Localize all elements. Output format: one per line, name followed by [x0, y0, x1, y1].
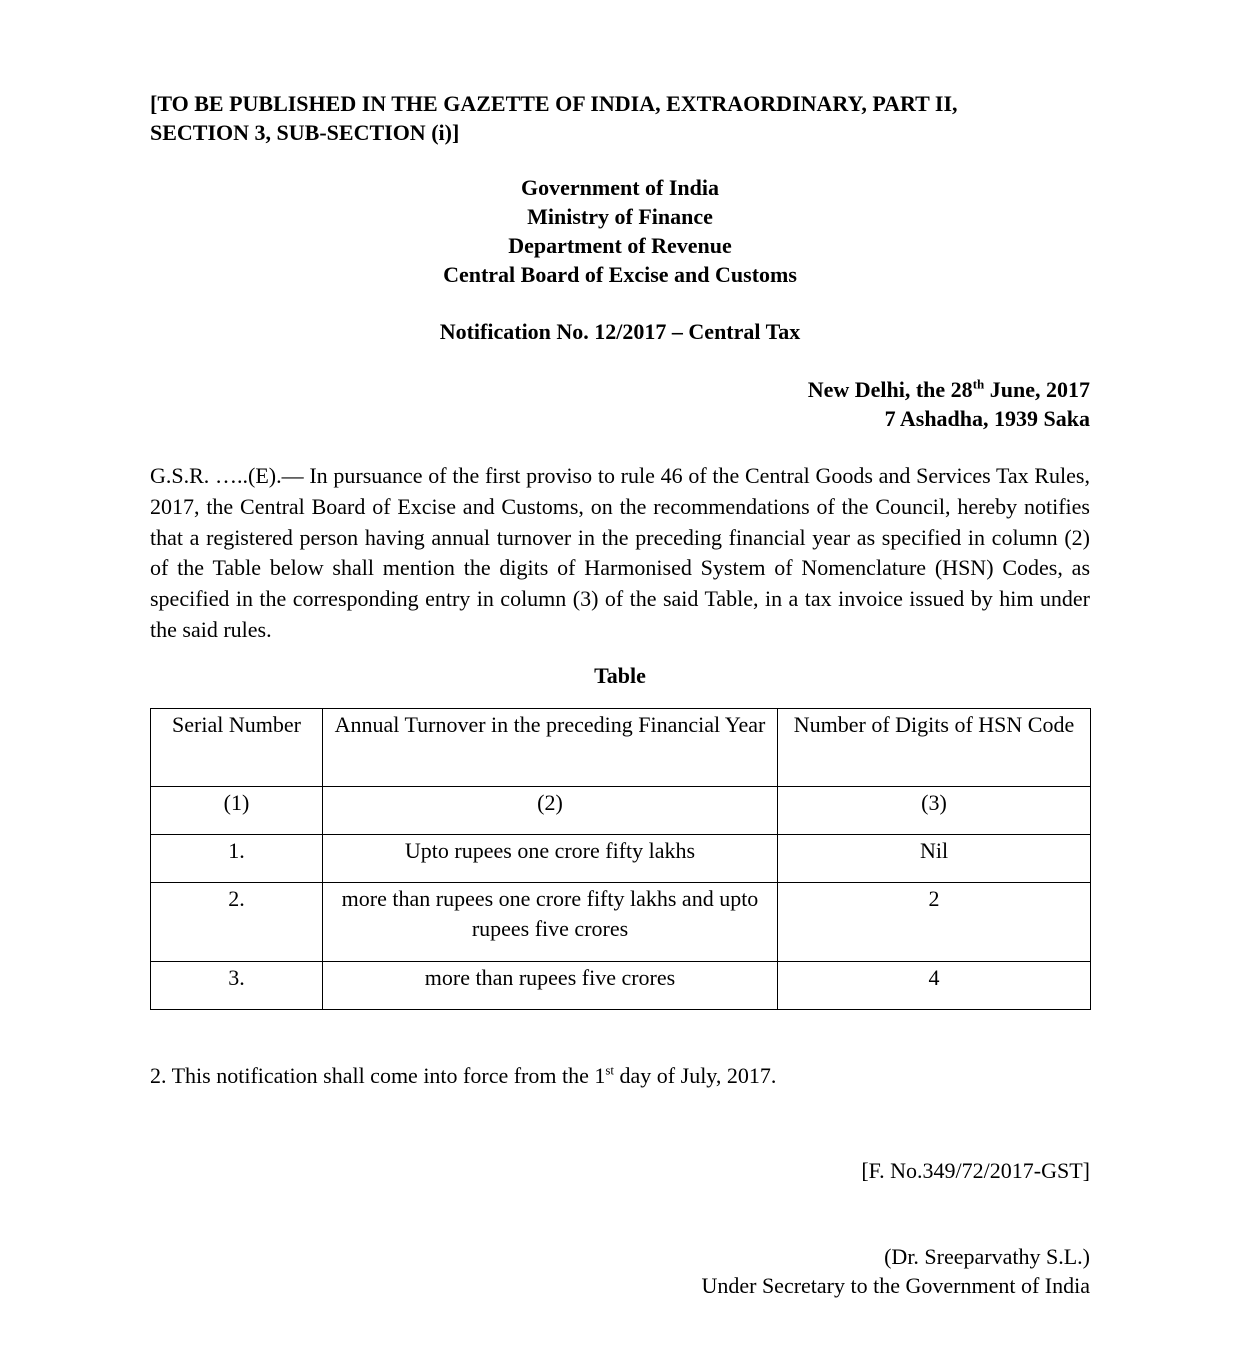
table-row	[151, 962, 1091, 1010]
file-number: [F. No.349/72/2017-GST]	[861, 1158, 1090, 1183]
notification-page	[150, 0, 1090, 1358]
table-row	[151, 883, 1091, 962]
header-serial-number: Serial Number	[151, 709, 323, 787]
issue-date	[490, 375, 1090, 404]
issue-date-place: New Delhi, the 28	[807, 377, 973, 402]
turnover-cell: more than rupees one crore fifty lakhs and upto rupees five crores	[323, 883, 778, 962]
commencement-ordinal: st	[605, 1062, 615, 1078]
serial-cell: 1.	[151, 835, 323, 883]
board-name: Central Board of Excise and Customs	[443, 262, 797, 287]
department-name: Department of Revenue	[508, 233, 732, 258]
gazette-header	[150, 89, 1090, 147]
serial-cell: 2.	[151, 883, 323, 962]
turnover-cell: Upto rupees one crore fifty lakhs	[323, 835, 778, 883]
column-number: (1)	[151, 787, 323, 835]
table-column-number-row	[151, 787, 1091, 835]
digits-cell: 2	[778, 883, 1091, 962]
signatory-name: (Dr. Sreeparvathy S.L.)	[884, 1244, 1090, 1269]
commencement-clause	[150, 1061, 1090, 1090]
column-number: (3)	[778, 787, 1091, 835]
issue-date-month-year: June, 2017	[984, 377, 1090, 402]
gazette-header-line-2: SECTION 3, SUB-SECTION (i)]	[150, 120, 460, 145]
hsn-digits-table	[150, 708, 1091, 1010]
serial-cell: 3.	[151, 962, 323, 1010]
digits-cell: 4	[778, 962, 1091, 1010]
gazette-header-line-1: [TO BE PUBLISHED IN THE GAZETTE OF INDIA, EXTRAORDINARY, PART II,	[150, 91, 958, 116]
issue-date-ordinal: th	[972, 376, 985, 392]
column-number: (2)	[323, 787, 778, 835]
table-caption: Table	[594, 663, 646, 688]
turnover-cell: more than rupees five crores	[323, 962, 778, 1010]
commencement-text: 2. This notification shall come into force from the 1	[150, 1063, 606, 1088]
place-date	[490, 375, 1090, 433]
government-name: Government of India	[521, 175, 719, 200]
table-header-row	[151, 709, 1091, 787]
header-hsn-digits: Number of Digits of HSN Code	[778, 709, 1091, 787]
ministry-name: Ministry of Finance	[527, 204, 713, 229]
notification-title: Notification No. 12/2017 – Central Tax	[439, 319, 801, 344]
saka-date: 7 Ashadha, 1939 Saka	[884, 406, 1090, 431]
header-annual-turnover: Annual Turnover in the preceding Financial Year	[323, 709, 778, 787]
digits-cell: Nil	[778, 835, 1091, 883]
notification-body: G.S.R. …..(E).— In pursuance of the first proviso to rule 46 of the Central Goods and Services Tax Rules, 2017, the Central Board of Excise and Customs, on the recommendations of the Council, hereby notifies that a registered person having annual turnover in the preceding financial year as specified in column (2) of the Table below shall mention the digits of Harmonised System of Nomenclature (HSN) Codes, as specified in the corresponding entry in column (3) of the said Table, in a tax invoice issued by him under the said rules.	[150, 463, 1090, 642]
signatory-block	[490, 1242, 1090, 1300]
signatory-designation: Under Secretary to the Government of India	[701, 1273, 1090, 1298]
issuing-authority	[150, 173, 1090, 289]
commencement-date: day of July, 2017.	[614, 1063, 777, 1088]
table-row	[151, 835, 1091, 883]
